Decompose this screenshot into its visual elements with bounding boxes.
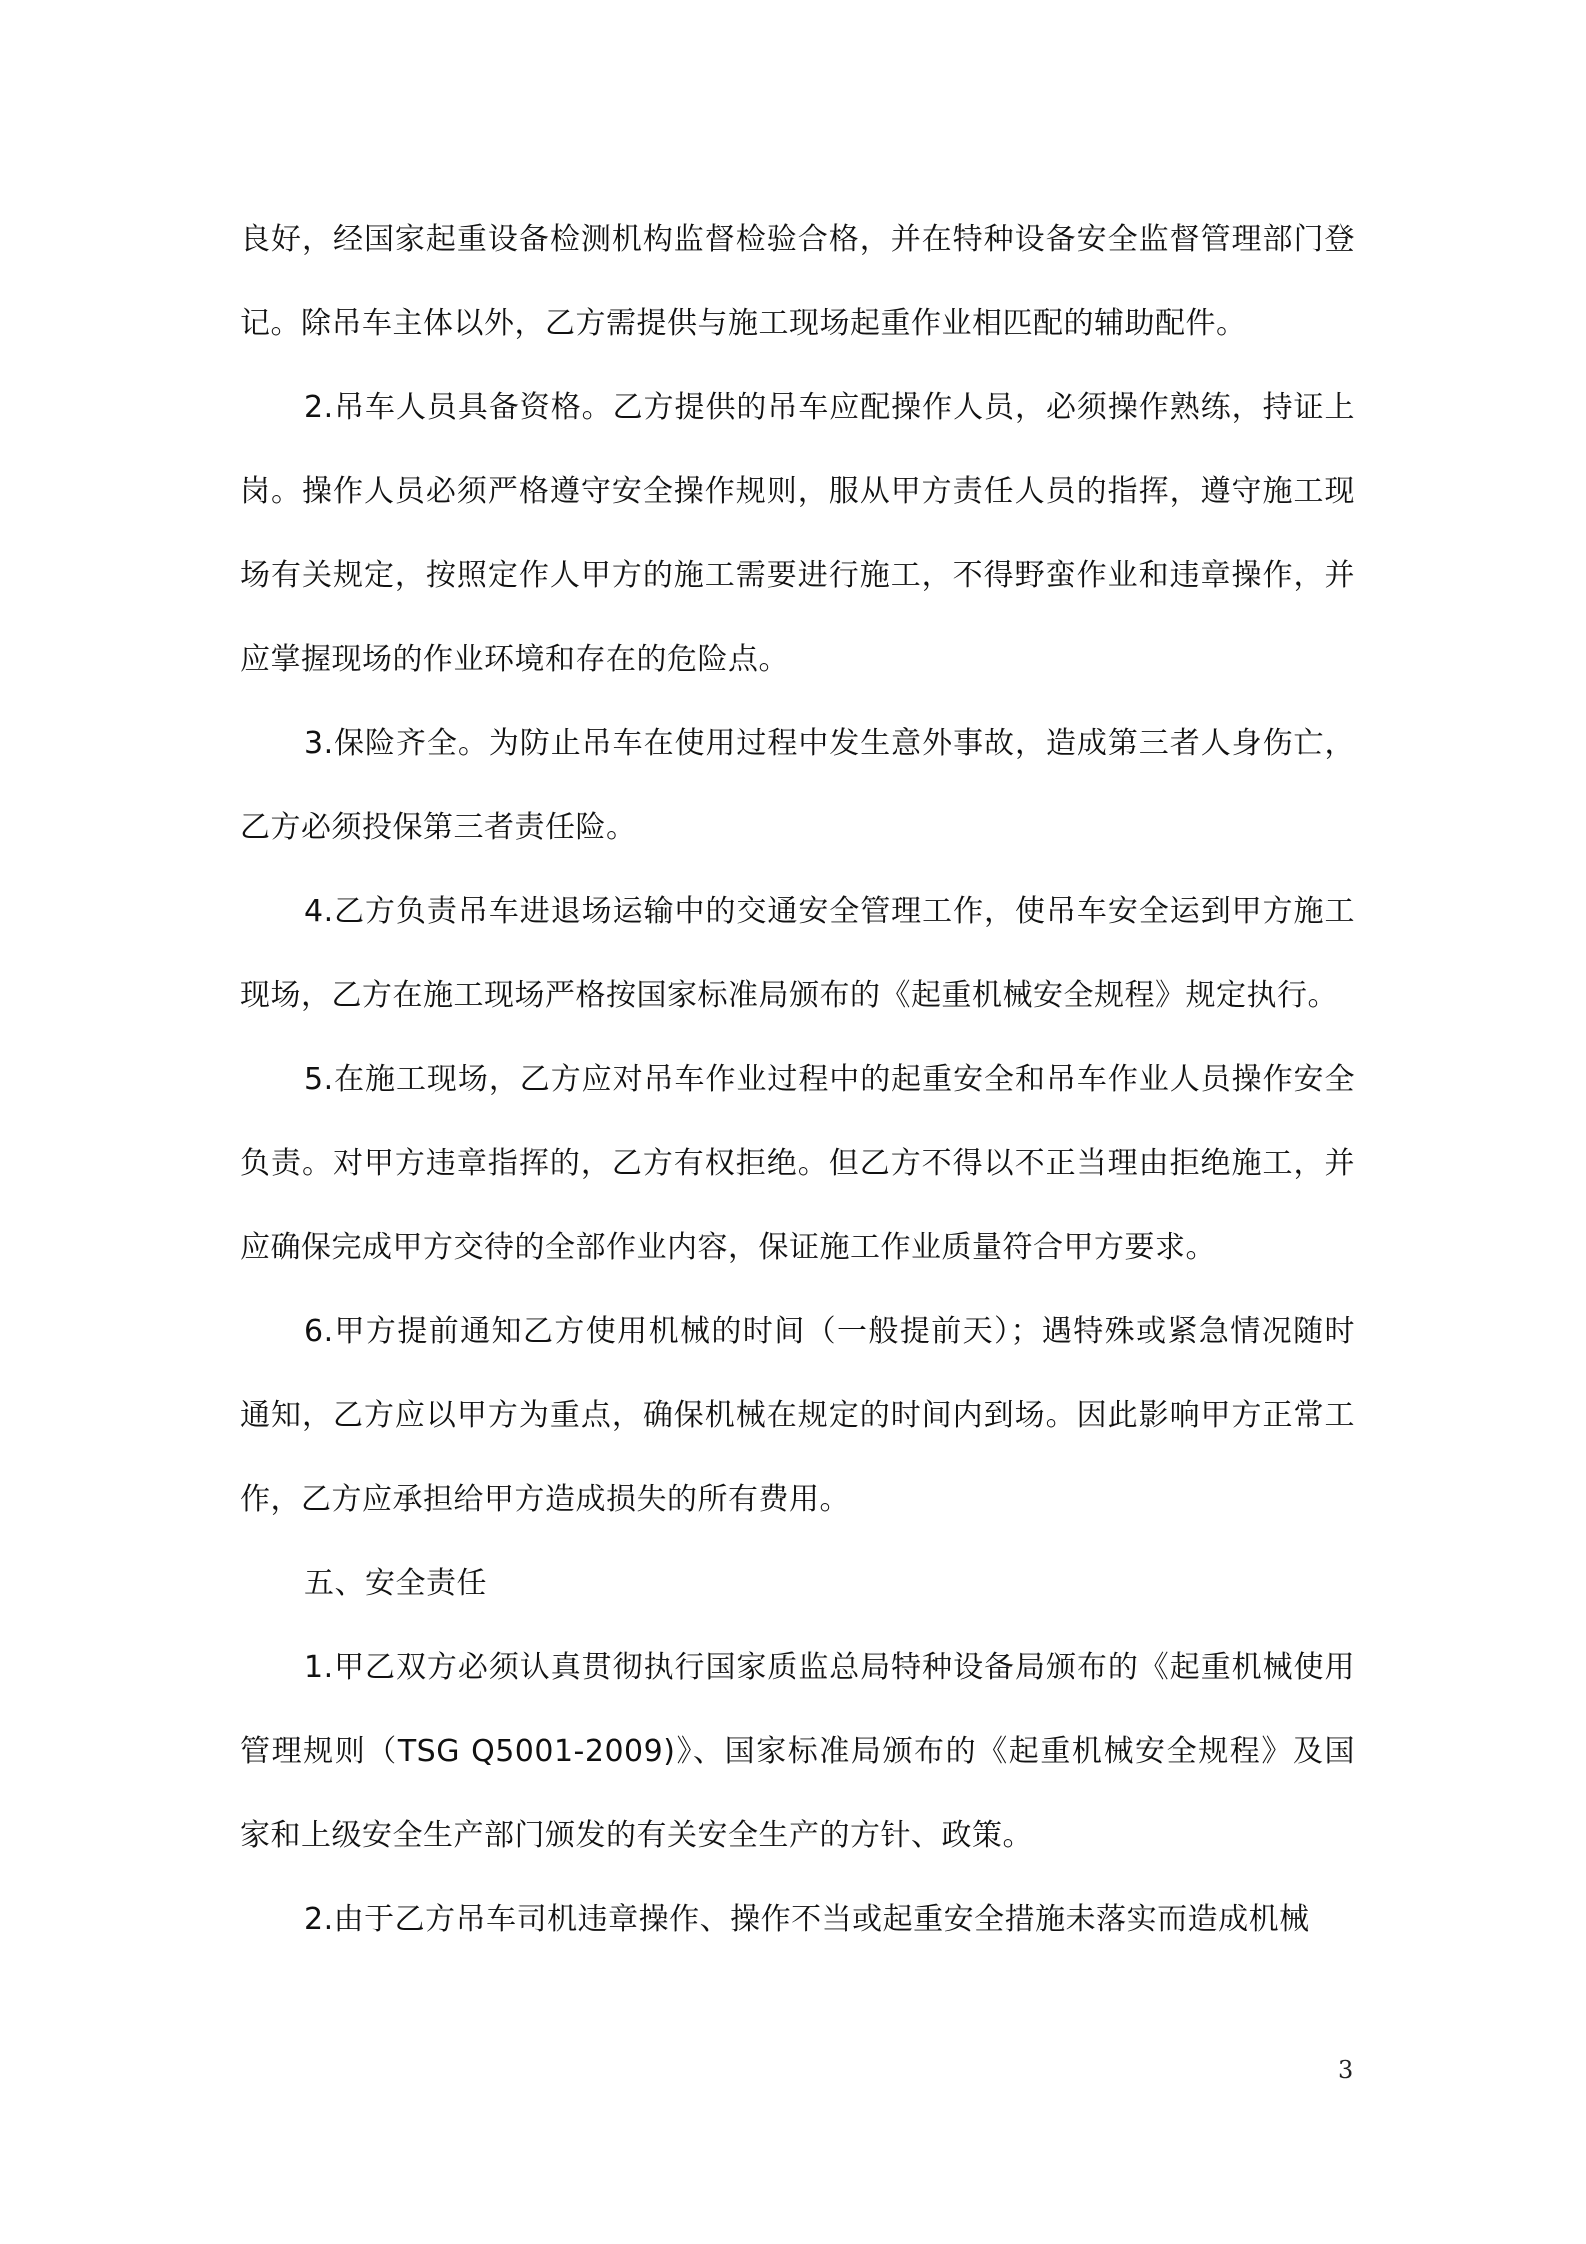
paragraph-item-5: 5.在施工现场，乙方应对吊车作业过程中的起重安全和吊车作业人员操作安全负责。对甲方违章指挥的，乙方有权拒绝。但乙方不得以不正当理由拒绝施工，并应确保完成甲方交待的全部作业内容，保证施工作业质量符合甲方要求。 — [240, 1062, 1355, 1265]
paragraph-item-6: 6.甲方提前通知乙方使用机械的时间（一般提前天）；遇特殊或紧急情况随时通知，乙方应以甲方为重点，确保机械在规定的时间内到场。因此影响甲方正常工作，乙方应承担给甲方造成损失的所有费用。 — [240, 1314, 1355, 1517]
paragraph-continuation: 良好，经国家起重设备检测机构监督检验合格，并在特种设备安全监督管理部门登记。除吊车主体以外，乙方需提供与施工现场起重作业相匹配的辅助配件。 — [240, 222, 1355, 341]
page-number: 3 — [1338, 2056, 1354, 2084]
section-heading-safety-responsibility: 五、安全责任 — [304, 1566, 487, 1601]
paragraph-item-3: 3.保险齐全。为防止吊车在使用过程中发生意外事故，造成第三者人身伤亡，乙方必须投保第三者责任险。 — [240, 726, 1355, 845]
paragraph-item-2: 2.吊车人员具备资格。乙方提供的吊车应配操作人员，必须操作熟练，持证上岗。操作人员必须严格遵守安全操作规则，服从甲方责任人员的指挥，遵守施工现场有关规定，按照定作人甲方的施工需要进行施工，不得野蛮作业和违章操作，并应掌握现场的作业环境和存在的危险点。 — [240, 390, 1355, 677]
paragraph-safety-item-1: 1.甲乙双方必须认真贯彻执行国家质监总局特种设备局颁布的《起重机械使用管理规则（TSG Q5001-2009)》、国家标准局颁布的《起重机械安全规程》及国家和上级安全生产部门颁发的有关安全生产的方针、政策。 — [240, 1650, 1355, 1853]
paragraph-item-4: 4.乙方负责吊车进退场运输中的交通安全管理工作，使吊车安全运到甲方施工现场，乙方在施工现场严格按国家标准局颁布的《起重机械安全规程》规定执行。 — [240, 894, 1355, 1013]
paragraph-safety-item-2: 2.由于乙方吊车司机违章操作、操作不当或起重安全措施未落实而造成机械 — [304, 1902, 1310, 1937]
document-body — [240, 198, 1355, 1962]
